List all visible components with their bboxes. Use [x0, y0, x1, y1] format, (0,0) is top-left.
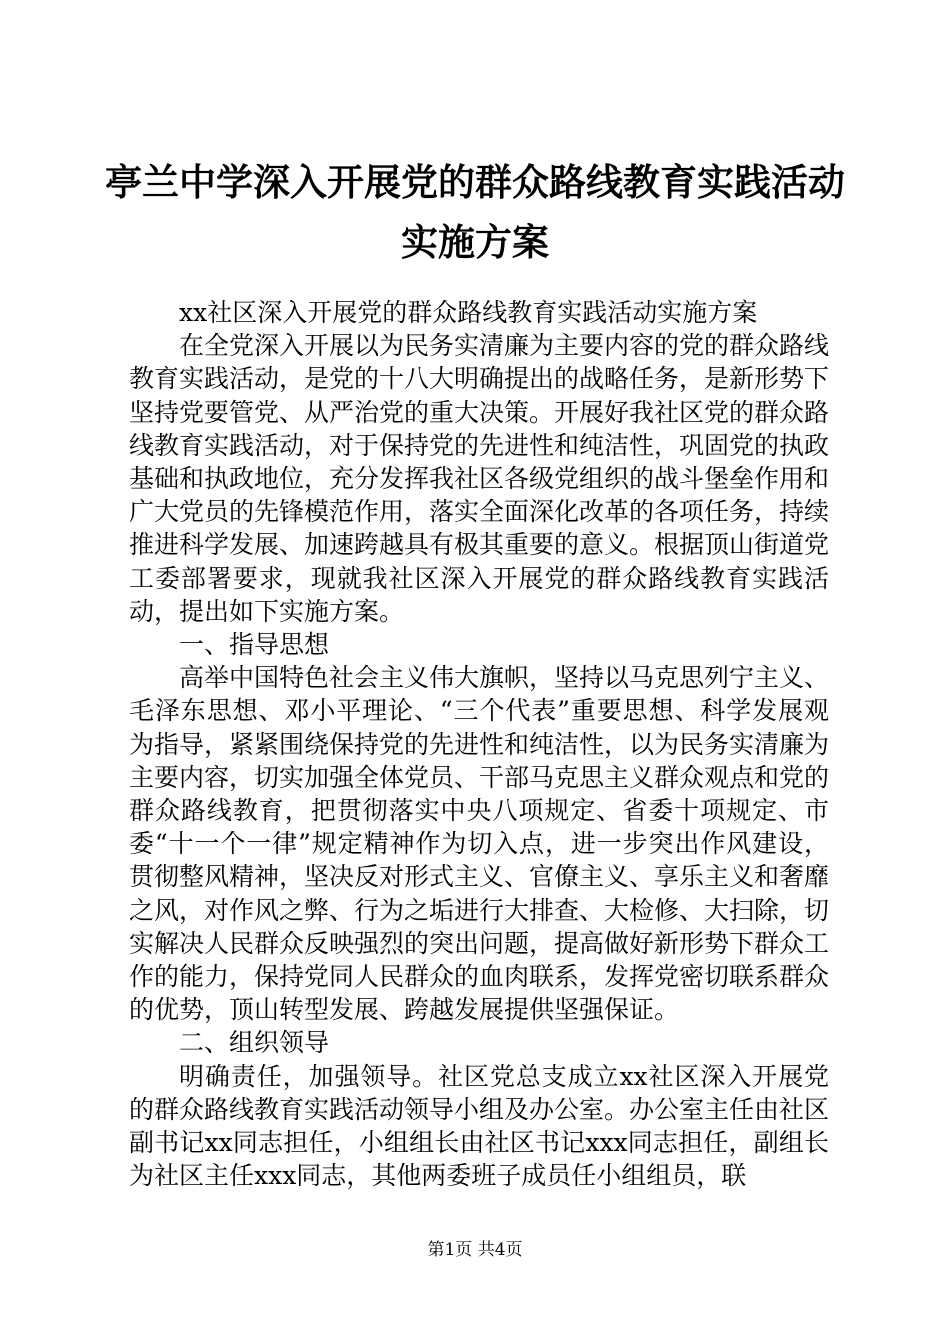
section-heading-organization-leadership: 二、组织领导 [179, 1028, 330, 1058]
paragraph-organization-leadership: 明确责任，加强领导。社区党总支成立xx社区深入开展党的群众路线教育实践活动领导小组及办公室。办公室主任由社区副书记xx同志担任，小组组长由社区书记xxx同志担任，副组长为社区主任xxx同志，其他两委班子成员任小组组员，联 [129, 1061, 830, 1191]
paragraph-guiding-ideology: 高举中国特色社会主义伟大旗帜，坚持以马克思列宁主义、毛泽东思想、邓小平理论、“三个代表”重要思想、科学发展观为指导，紧紧围绕保持党的先进性和纯洁性，以为民务实清廉为主要内容，切实加强全体党员、干部马克思主义群众观点和党的群众路线教育，把贯彻落实中央八项规定、省委十项规定、市委“十一个一律”规定精神作为切入点，进一步突出作风建设，贯彻整风精神，坚决反对形式主义、官僚主义、享乐主义和奢靡之风，对作风之弊、行为之垢进行大排查、大检修、大扫除，切实解决人民群众反映强烈的突出问题，提高做好新形势下群众工作的能力，保持党同人民群众的血肉联系，发挥党密切联系群众的优势，顶山转型发展、跨越发展提供坚强保证。 [129, 663, 830, 1025]
document-title-line-2: 实施方案 [401, 220, 549, 264]
page-footer-indicator: 第1页 共4页 [427, 1240, 523, 1260]
paragraph-intro: 在全党深入开展以为民务实清廉为主要内容的党的群众路线教育实践活动，是党的十八大明确提出的战略任务，是新形势下坚持党要管党、从严治党的重大决策。开展好我社区党的群众路线教育实践活动，对于保持党的先进性和纯洁性，巩固党的执政基础和执政地位，充分发挥我社区各级党组织的战斗堡垒作用和广大党员的先锋模范作用，落实全面深化改革的各项任务，持续推进科学发展、加速跨越具有极其重要的意义。根据顶山街道党工委部署要求，现就我社区深入开展党的群众路线教育实践活动，提出如下实施方案。 [129, 331, 830, 626]
section-heading-guiding-ideology: 一、指导思想 [179, 630, 330, 660]
document-subtitle: xx社区深入开展党的群众路线教育实践活动实施方案 [179, 298, 758, 327]
document-title-line-1: 亭兰中学深入开展党的群众路线教育实践活动 [105, 160, 845, 204]
document-body [129, 296, 829, 1192]
